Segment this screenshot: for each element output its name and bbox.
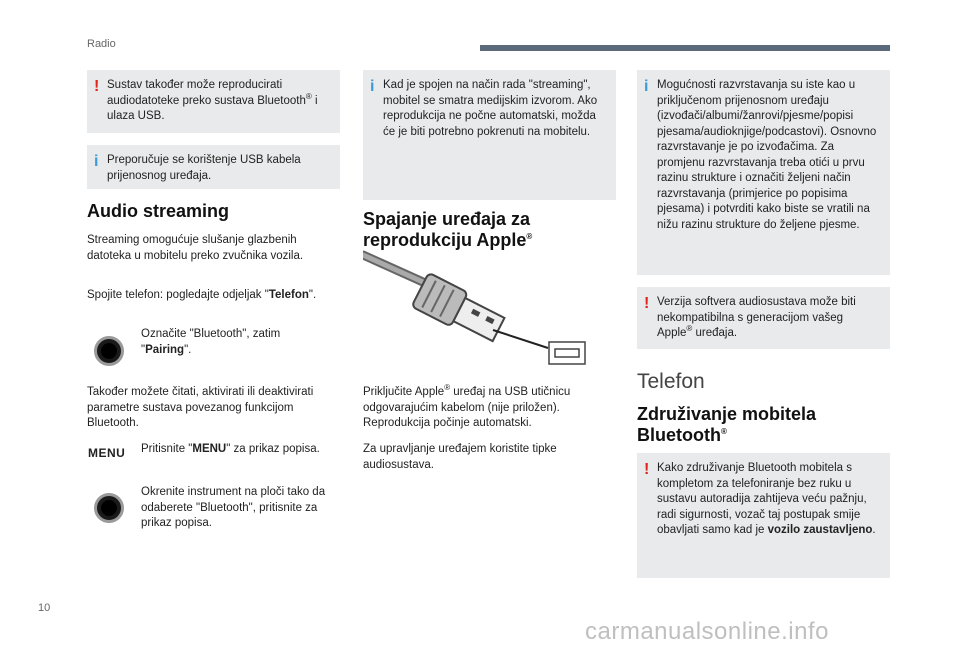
paragraph-text-end: uređaj na USB utičnicu odgovarajućim kabelom (nije priložen). Reprodukcija počinje automatski. bbox=[363, 386, 571, 429]
paragraph-bluetooth-params: Također možete čitati, aktivirati ili deaktivirati parametre sustava povezanog funkcijom Bluetooth. bbox=[87, 386, 314, 429]
warning-text: Sustav također može reproducirati audiodatoteke preko sustava Bluetooth bbox=[107, 79, 306, 107]
registered-mark: ® bbox=[686, 324, 693, 334]
info-box-streaming-mode bbox=[363, 70, 616, 200]
warning-box-pairing-safety bbox=[637, 453, 890, 578]
exclamation-icon: ! bbox=[644, 461, 650, 478]
registered-mark: ® bbox=[305, 91, 312, 101]
heading-line: Spajanje uređaja za bbox=[363, 209, 531, 229]
menu-button-label: MENU bbox=[88, 446, 126, 460]
warning-text-end: uređaja. bbox=[692, 327, 738, 339]
rotary-knob-icon bbox=[94, 336, 124, 366]
connect-text-end: ". bbox=[308, 289, 317, 301]
info-text: Mogućnosti razvrstavanja su iste kao u priključenom prijenosnom uređaju (izvođači/albumi/žanrovi/pjesme/popisi pjesama/audioknjige/podcastovi). Osnovno razvrstavanje je po izvođačima. Za promjenu razvrstavanja treba otići u prvu razinu strukture i označiti željeni način razvrstavanja (primjerice po popisima pjesama) i potvrditi kako biste se vratili na nižu razinu strukture do željene pjesme. bbox=[657, 79, 877, 231]
warning-text-end: i ulaza USB. bbox=[107, 94, 318, 122]
heading-bluetooth-pairing bbox=[637, 404, 816, 446]
menu-reference: MENU bbox=[192, 443, 227, 455]
paragraph-text: Priključite Apple bbox=[363, 386, 445, 398]
warning-text: Kako združivanje Bluetooth mobitela s kompletom za telefoniranje bez ruku u sustavu autoradija zahtijeva veću pažnju, radi sigurnosti, vozač taj postupak smije obavljati samo kad je bbox=[657, 462, 867, 536]
pairing-label: Pairing bbox=[145, 343, 185, 356]
step-text-end: " za prikaz popisa. bbox=[226, 443, 320, 455]
registered-mark: ® bbox=[720, 427, 727, 436]
paragraph-control-device: Za upravljanje uređajem koristite tipke audiosustava. bbox=[363, 443, 557, 471]
exclamation-icon: ! bbox=[94, 78, 100, 95]
heading-telefon: Telefon bbox=[637, 370, 705, 393]
paragraph-connect-phone bbox=[87, 288, 347, 304]
info-box-usb-cable bbox=[87, 145, 340, 189]
step-press-menu bbox=[141, 442, 341, 458]
connect-text: Spojite telefon: pogledajte odjeljak " bbox=[87, 289, 269, 301]
registered-mark: ® bbox=[526, 232, 533, 241]
heading-line: Združivanje mobitela bbox=[637, 404, 817, 424]
warning-text: Verzija softvera audiosustava može biti nekompatibilna s generacijom vašeg Apple bbox=[657, 296, 856, 339]
vehicle-stopped-emphasis: vozilo zaustavljeno bbox=[767, 524, 873, 536]
usb-cable-icon bbox=[363, 250, 593, 370]
heading-line: reprodukciju Apple bbox=[363, 230, 527, 250]
warning-box-software-version bbox=[637, 287, 890, 349]
heading-line: Bluetooth bbox=[637, 425, 721, 445]
info-text: Kad je spojen na način rada "streaming", mobitel se smatra medijskim izvorom. Ako reprodukcija ne počne automatski, možda će je biti potrebno pokrenuti na mobitelu. bbox=[383, 79, 598, 138]
step-text: Pritisnite " bbox=[141, 443, 193, 455]
heading-apple-playback bbox=[363, 209, 532, 251]
step-turn-knob: Okrenite instrument na ploči tako da odaberete "Bluetooth", pritisnite za prikaz popisa. bbox=[141, 486, 326, 529]
paragraph-streaming: Streaming omogućuje slušanje glazbenih datoteka u mobitelu preko zvučnika vozila. bbox=[87, 234, 304, 262]
info-box-sorting bbox=[637, 70, 890, 275]
warning-box-audio-sources bbox=[87, 70, 340, 133]
info-text: Preporučuje se korištenje USB kabela prijenosnog uređaja. bbox=[107, 154, 301, 182]
header-bar bbox=[480, 45, 890, 51]
info-icon: i bbox=[94, 153, 99, 170]
step-text-end: ". bbox=[184, 343, 192, 356]
info-icon: i bbox=[370, 78, 375, 95]
telefon-reference: Telefon bbox=[268, 289, 309, 301]
info-icon: i bbox=[644, 78, 649, 95]
watermark: carmanualsonline.info bbox=[585, 618, 829, 645]
paragraph-connect-apple bbox=[363, 385, 608, 432]
heading-audio-streaming: Audio streaming bbox=[87, 201, 230, 221]
step-select-bluetooth bbox=[141, 327, 311, 358]
registered-mark: ® bbox=[444, 383, 451, 393]
warning-text-end: . bbox=[872, 524, 876, 536]
section-header: Radio bbox=[87, 38, 116, 50]
rotary-knob-icon bbox=[94, 493, 124, 523]
exclamation-icon: ! bbox=[644, 295, 650, 312]
page-number: 10 bbox=[38, 602, 51, 614]
step-text: Označite "Bluetooth", zatim " bbox=[141, 328, 281, 356]
